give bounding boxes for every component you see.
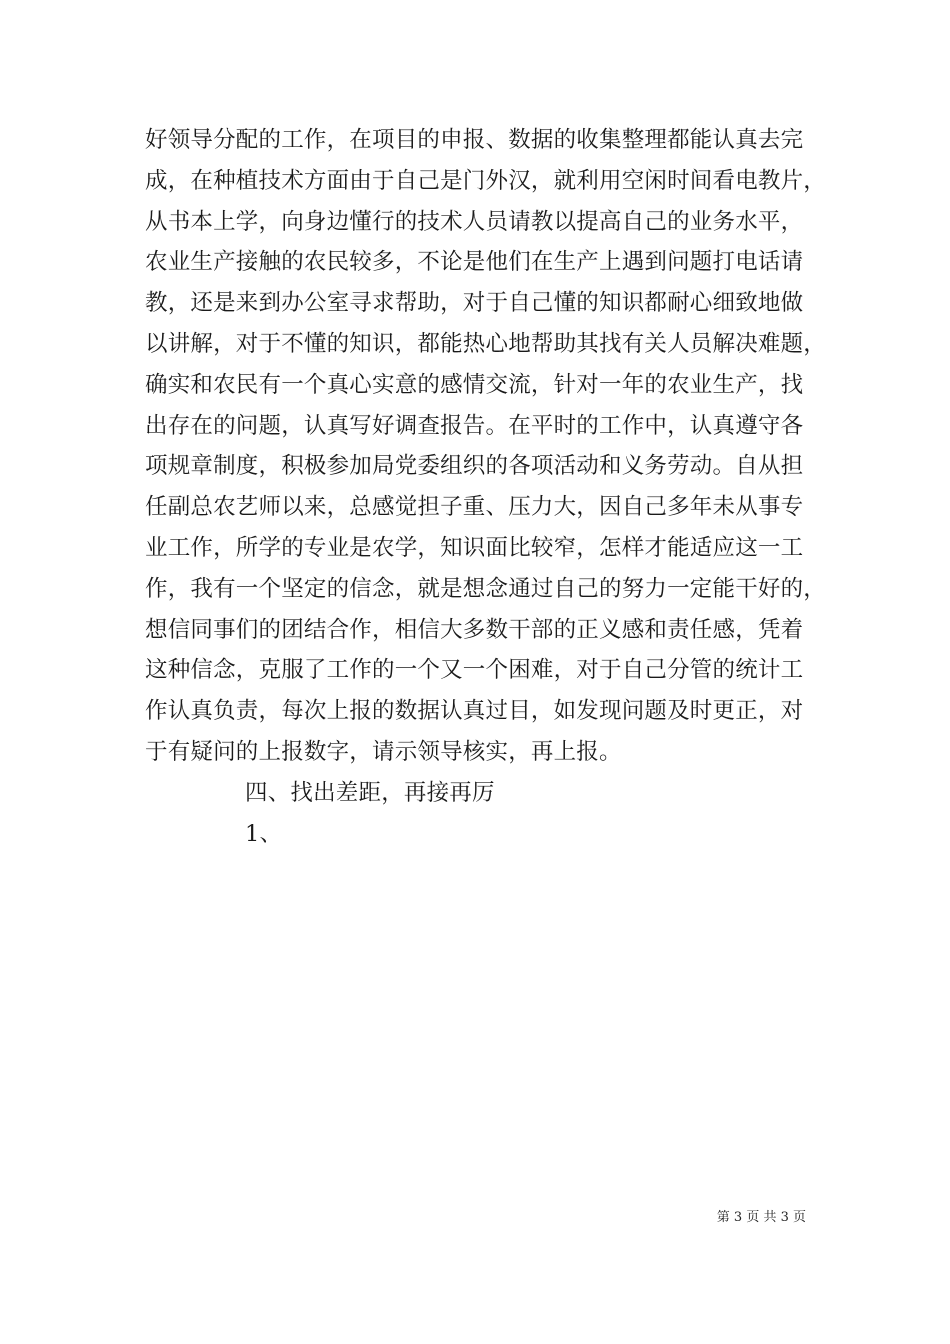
paragraph-line: 这种信念，克服了工作的一个又一个困难，对于自己分管的统计工 xyxy=(145,657,804,684)
paragraph-line: 项规章制度，积极参加局党委组织的各项活动和义务劳动。自从担 xyxy=(145,453,804,480)
paragraph-line: 从书本上学，向身边懂行的技术人员请教以提高自己的业务水平， xyxy=(145,208,804,235)
paragraph-line: 以讲解，对于不懂的知识，都能热心地帮助其找有关人员解决难题， xyxy=(145,330,827,357)
paragraph-line: 想信同事们的团结合作，相信大多数干部的正义感和责任感，凭着 xyxy=(145,616,804,643)
section-heading: 四、找出差距，再接再厉 xyxy=(245,779,495,806)
paragraph-line: 于有疑问的上报数字，请示领导核实，再上报。 xyxy=(145,738,622,765)
list-item: 1、 xyxy=(245,820,283,847)
paragraph-line: 出存在的问题，认真写好调查报告。在平时的工作中，认真遵守各 xyxy=(145,412,804,439)
document-body xyxy=(145,120,827,854)
page-number-footer: 第 3 页 共 3 页 xyxy=(716,1210,806,1225)
paragraph-line: 成，在种植技术方面由于自己是门外汉，就利用空闲时间看电教片， xyxy=(145,167,827,194)
paragraph-line: 好领导分配的工作，在项目的申报、数据的收集整理都能认真去完 xyxy=(145,127,804,153)
paragraph-line: 农业生产接触的农民较多，不论是他们在生产上遇到问题打电话请 xyxy=(145,249,804,276)
paragraph-line: 任副总农艺师以来，总感觉担子重、压力大，因自己多年未从事专 xyxy=(145,494,804,521)
paragraph-line: 业工作，所学的专业是农学，知识面比较窄，怎样才能适应这一工 xyxy=(145,534,804,561)
paragraph-line: 作认真负责，每次上报的数据认真过目，如发现问题及时更正，对 xyxy=(145,698,804,725)
paragraph-line: 确实和农民有一个真心实意的感情交流，针对一年的农业生产，找 xyxy=(145,371,804,398)
paragraph-line: 作，我有一个坚定的信念，就是想念通过自己的努力一定能干好的， xyxy=(145,575,827,602)
paragraph-line: 教，还是来到办公室寻求帮助，对于自己懂的知识都耐心细致地做 xyxy=(145,290,804,317)
